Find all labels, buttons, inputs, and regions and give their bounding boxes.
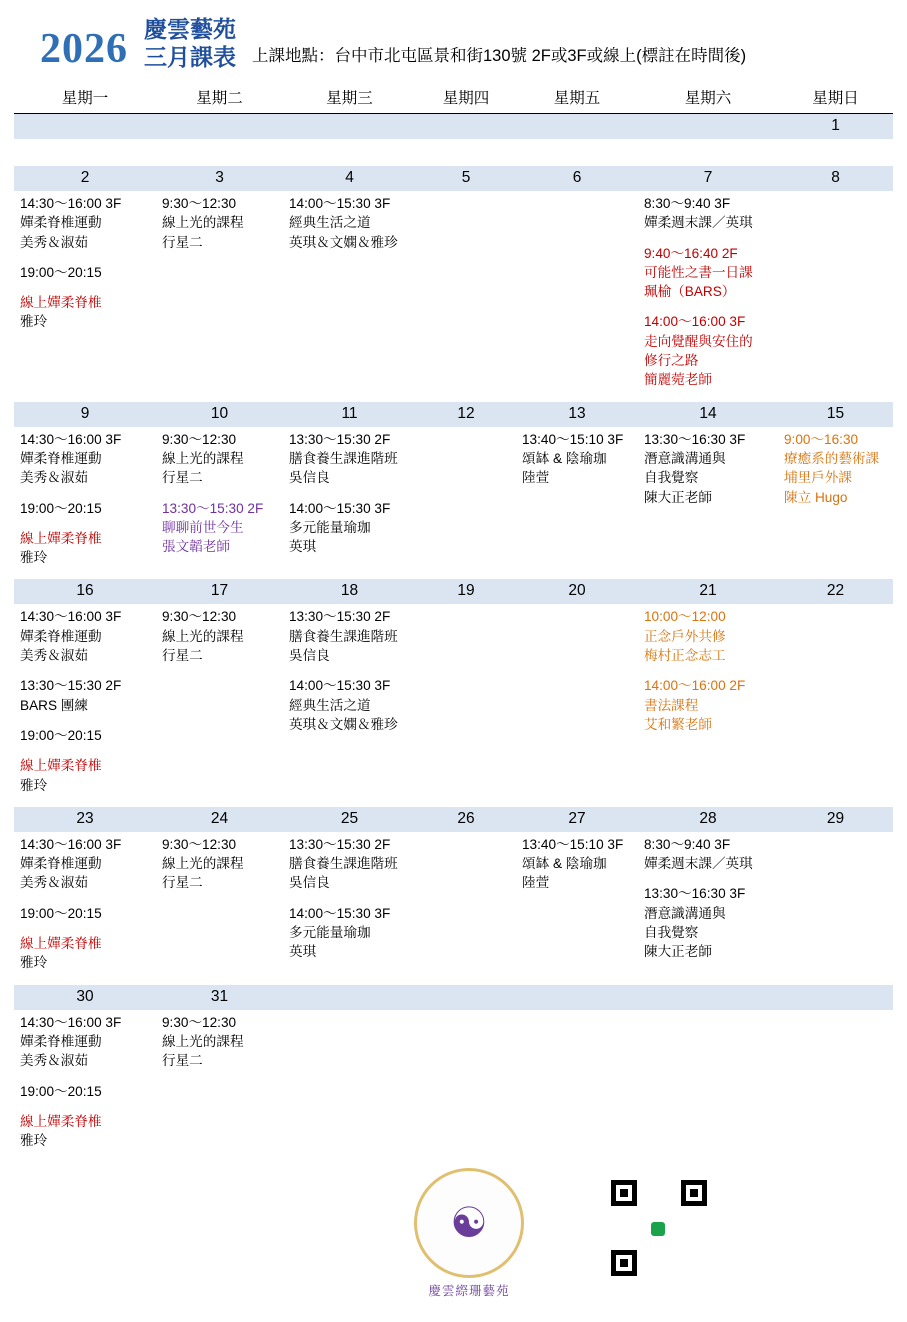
course-line: 行星二	[162, 234, 203, 250]
course-event	[20, 263, 150, 282]
course-event	[289, 904, 410, 962]
course-event	[784, 430, 887, 507]
course-line: 13:30～15:30 2F	[289, 431, 391, 447]
course-line: 多元能量瑜珈	[289, 519, 371, 535]
course-line: 正念戶外共修	[644, 628, 726, 644]
day-number: 19	[416, 579, 516, 604]
day-cell	[416, 832, 516, 985]
course-line: 美秀＆淑茹	[20, 875, 88, 891]
course-line: 14:00～16:00 2F	[644, 678, 746, 694]
week-events-row	[14, 139, 893, 152]
course-event	[162, 430, 277, 488]
weekday-wed: 星期三	[283, 84, 416, 114]
day-number: 8	[778, 166, 893, 191]
week-number-row	[14, 402, 893, 427]
day-number: 7	[638, 166, 778, 191]
course-line: 書法課程	[644, 697, 699, 713]
day-cell	[778, 139, 893, 152]
course-event	[20, 293, 150, 332]
course-event	[20, 430, 150, 488]
day-cell	[283, 191, 416, 402]
course-line: 13:40～15:10 3F	[522, 431, 624, 447]
day-number: 5	[416, 166, 516, 191]
course-event	[644, 884, 772, 961]
course-line: 簡麗菀老師	[644, 372, 712, 388]
course-line: 線上嬋柔脊椎	[20, 295, 102, 311]
row-spacer	[14, 152, 893, 166]
day-cell	[14, 832, 156, 985]
course-line: 19:00～20:15	[20, 1083, 102, 1099]
course-line: 13:40～15:10 3F	[522, 836, 624, 852]
course-event	[522, 430, 632, 488]
course-line: 19:00～20:15	[20, 905, 102, 921]
course-event	[644, 244, 772, 302]
course-event	[20, 1013, 150, 1071]
day-number: 11	[283, 402, 416, 427]
course-line: 14:30～16:00 3F	[20, 431, 122, 447]
course-line: 膳食養生課進階班	[289, 450, 398, 466]
course-line: 19:00～20:15	[20, 264, 102, 280]
day-number: 6	[516, 166, 638, 191]
week-number-row	[14, 807, 893, 832]
course-event	[162, 499, 277, 557]
course-line: 雅玲	[20, 777, 48, 793]
course-line: 英琪＆文嫻＆雅珍	[289, 234, 398, 250]
qr-code-icon[interactable]	[611, 1180, 707, 1276]
course-line: 吳信良	[289, 470, 330, 486]
course-line: 美秀＆淑茹	[20, 648, 88, 664]
day-cell	[283, 139, 416, 152]
day-number: 29	[778, 807, 893, 832]
course-line: 線上光的課程	[162, 450, 244, 466]
course-line: 美秀＆淑茹	[20, 234, 88, 250]
course-line: 艾和繁老師	[644, 716, 712, 732]
course-event	[644, 835, 772, 874]
week-number-row	[14, 579, 893, 604]
day-number	[156, 114, 283, 140]
day-number: 24	[156, 807, 283, 832]
course-line: 13:30～15:30 2F	[289, 609, 391, 625]
course-line: 8:30～9:40 3F	[644, 196, 731, 211]
logo-caption: 慶雲縩珊藝苑	[428, 1284, 510, 1299]
week-number-row	[14, 114, 893, 140]
weekday-fri: 星期五	[516, 84, 638, 114]
course-line: BARS 團練	[20, 697, 88, 713]
course-line: 美秀＆淑茹	[20, 470, 88, 486]
course-line: 嬋柔週末課／英琪	[644, 215, 753, 231]
course-line: 吳信良	[289, 648, 330, 664]
day-cell	[14, 191, 156, 402]
course-line: 13:30～16:30 3F	[644, 886, 746, 902]
course-line: 8:30～9:40 3F	[644, 836, 731, 852]
course-line: 14:00～15:30 3F	[289, 500, 391, 516]
course-line: 經典生活之道	[289, 215, 371, 231]
course-line: 張文韜老師	[162, 539, 230, 555]
course-event	[289, 499, 410, 557]
course-line: 陸萱	[522, 470, 550, 486]
weekday-sat: 星期六	[638, 84, 778, 114]
course-line: 19:00～20:15	[20, 500, 102, 516]
course-line: 療癒系的藝術課	[784, 450, 880, 466]
weekday-header-row	[14, 84, 893, 114]
day-cell	[14, 604, 156, 806]
course-line: 雅玲	[20, 1133, 48, 1149]
course-line: 走向覺醒與安住的	[644, 333, 753, 349]
course-line: 線上光的課程	[162, 1033, 244, 1049]
day-cell	[638, 604, 778, 806]
course-event	[20, 529, 150, 568]
course-line: 線上光的課程	[162, 856, 244, 872]
day-cell	[638, 427, 778, 580]
course-line: 可能性之書一日課	[644, 264, 753, 280]
course-line: 陳大正老師	[644, 944, 712, 960]
course-line: 嬋柔脊椎運動	[20, 628, 102, 644]
day-number	[516, 114, 638, 140]
day-cell	[283, 604, 416, 806]
course-line: 線上光的課程	[162, 628, 244, 644]
day-number: 2	[14, 166, 156, 191]
course-line: 珮榆（BARS）	[644, 284, 736, 300]
calendar-table	[14, 84, 893, 1162]
day-number: 1	[778, 114, 893, 140]
day-number	[283, 114, 416, 140]
course-event	[162, 607, 277, 665]
day-cell	[778, 191, 893, 402]
title-line-2: 三月課表	[144, 43, 236, 70]
course-line: 14:30～16:00 3F	[20, 836, 122, 852]
course-event	[644, 676, 772, 734]
day-number: 9	[14, 402, 156, 427]
title-line-1: 慶雲藝苑	[144, 15, 236, 42]
course-line: 9:00～16:30	[784, 431, 859, 447]
page-title	[144, 15, 236, 72]
course-line: 14:00～15:30 3F	[289, 905, 391, 921]
day-number: 10	[156, 402, 283, 427]
course-event	[20, 1112, 150, 1151]
day-cell	[156, 604, 283, 806]
course-line: 陳立 Hugo	[784, 489, 848, 505]
weekday-sun: 星期日	[778, 84, 893, 114]
course-event	[289, 607, 410, 665]
day-cell	[283, 1010, 416, 1163]
day-number	[638, 985, 778, 1010]
course-event	[20, 756, 150, 795]
course-event	[289, 835, 410, 893]
course-line: 自我覺察	[644, 925, 699, 941]
course-line: 嬋柔脊椎運動	[20, 450, 102, 466]
day-cell	[156, 1010, 283, 1163]
course-line: 行星二	[162, 470, 203, 486]
course-line: 經典生活之道	[289, 697, 371, 713]
course-line: 10:00～12:00	[644, 609, 726, 625]
lotus-meditation-icon: ☯	[414, 1168, 524, 1278]
course-line: 13:30～15:30 2F	[20, 678, 122, 694]
day-number	[638, 114, 778, 140]
course-line: 美秀＆淑茹	[20, 1053, 88, 1069]
course-line: 聊聊前世今生	[162, 519, 244, 535]
course-line: 行星二	[162, 648, 203, 664]
course-line: 9:40～16:40 2F	[644, 245, 738, 261]
course-line: 潛意識溝通與	[644, 450, 726, 466]
day-number: 14	[638, 402, 778, 427]
course-line: 陸萱	[522, 875, 550, 891]
course-event	[20, 194, 150, 252]
weekday-thu: 星期四	[416, 84, 516, 114]
day-number: 31	[156, 985, 283, 1010]
course-event	[289, 430, 410, 488]
day-number: 13	[516, 402, 638, 427]
course-line: 陳大正老師	[644, 489, 712, 505]
week-events-row	[14, 427, 893, 580]
day-cell	[516, 427, 638, 580]
year-label: 2026	[40, 26, 128, 72]
course-line: 埔里戶外課	[784, 470, 852, 486]
course-line: 雅玲	[20, 550, 48, 566]
day-cell	[638, 832, 778, 985]
day-number: 4	[283, 166, 416, 191]
day-cell	[156, 191, 283, 402]
course-line: 嬋柔週末課／英琪	[644, 856, 753, 872]
course-line: 雅玲	[20, 955, 48, 971]
course-line: 膳食養生課進階班	[289, 628, 398, 644]
day-cell	[516, 191, 638, 402]
day-cell	[14, 1010, 156, 1163]
day-number: 22	[778, 579, 893, 604]
course-line: 多元能量瑜珈	[289, 925, 371, 941]
course-line: 14:00～15:30 3F	[289, 678, 391, 694]
course-event	[644, 194, 772, 233]
day-cell	[416, 427, 516, 580]
day-number: 25	[283, 807, 416, 832]
course-event	[644, 607, 772, 665]
day-cell	[156, 139, 283, 152]
course-line: 膳食養生課進階班	[289, 856, 398, 872]
day-number: 15	[778, 402, 893, 427]
course-line: 14:30～16:00 3F	[20, 609, 122, 625]
day-cell	[156, 427, 283, 580]
course-event	[20, 1082, 150, 1101]
course-line: 梅村正念志工	[644, 648, 726, 664]
day-cell	[416, 139, 516, 152]
course-line: 9:30～12:30	[162, 1014, 237, 1030]
day-number	[778, 985, 893, 1010]
day-number	[416, 985, 516, 1010]
course-line: 頌缽 & 陰瑜珈	[522, 856, 607, 872]
day-number: 12	[416, 402, 516, 427]
day-number: 21	[638, 579, 778, 604]
course-line: 9:30～12:30	[162, 196, 237, 211]
day-number: 28	[638, 807, 778, 832]
course-line: 嬋柔脊椎運動	[20, 215, 102, 231]
course-event	[20, 499, 150, 518]
course-event	[20, 726, 150, 745]
day-cell	[516, 604, 638, 806]
course-event	[20, 835, 150, 893]
course-line: 9:30～12:30	[162, 609, 237, 625]
course-event	[20, 904, 150, 923]
day-cell	[516, 139, 638, 152]
day-number	[14, 114, 156, 140]
week-events-row	[14, 832, 893, 985]
course-event	[20, 607, 150, 665]
course-line: 9:30～12:30	[162, 836, 237, 852]
course-line: 14:00～16:00 3F	[644, 314, 746, 330]
week-events-row	[14, 191, 893, 402]
course-event	[644, 430, 772, 507]
day-number	[516, 985, 638, 1010]
course-line: 19:00～20:15	[20, 727, 102, 743]
course-event	[644, 312, 772, 389]
day-number: 20	[516, 579, 638, 604]
course-line: 嬋柔脊椎運動	[20, 1033, 102, 1049]
day-cell	[778, 427, 893, 580]
studio-logo	[409, 1168, 529, 1299]
course-line: 線上光的課程	[162, 215, 244, 231]
course-event	[162, 194, 277, 252]
course-line: 英琪＆文嫻＆雅珍	[289, 716, 398, 732]
day-cell	[416, 191, 516, 402]
day-cell	[14, 139, 156, 152]
course-line: 英琪	[289, 539, 317, 555]
day-cell	[283, 832, 416, 985]
course-line: 線上嬋柔脊椎	[20, 1113, 102, 1129]
day-cell	[516, 1010, 638, 1163]
day-cell	[638, 139, 778, 152]
course-event	[162, 1013, 277, 1071]
course-line: 修行之路	[644, 353, 699, 369]
day-cell	[416, 1010, 516, 1163]
course-line: 14:00～15:30 3F	[289, 196, 391, 211]
course-line: 13:30～16:30 3F	[644, 431, 746, 447]
footer-area	[14, 1162, 893, 1322]
day-number: 16	[14, 579, 156, 604]
course-line: 行星二	[162, 875, 203, 891]
day-number: 30	[14, 985, 156, 1010]
course-line: 9:30～12:30	[162, 431, 237, 447]
course-event	[522, 835, 632, 893]
day-number: 18	[283, 579, 416, 604]
course-line: 線上嬋柔脊椎	[20, 758, 102, 774]
course-event	[20, 934, 150, 973]
day-cell	[778, 1010, 893, 1163]
day-number	[283, 985, 416, 1010]
day-number: 17	[156, 579, 283, 604]
day-number: 3	[156, 166, 283, 191]
course-line: 自我覺察	[644, 470, 699, 486]
day-cell	[778, 604, 893, 806]
day-number: 26	[416, 807, 516, 832]
page-header	[14, 0, 893, 72]
course-line: 雅玲	[20, 314, 48, 330]
course-event	[289, 676, 410, 734]
day-cell	[156, 832, 283, 985]
course-line: 線上嬋柔脊椎	[20, 530, 102, 546]
course-line: 14:30～16:00 3F	[20, 196, 122, 211]
day-number	[416, 114, 516, 140]
course-line: 線上嬋柔脊椎	[20, 936, 102, 952]
weekday-tue: 星期二	[156, 84, 283, 114]
day-number: 27	[516, 807, 638, 832]
course-line: 13:30～15:30 2F	[289, 836, 391, 852]
week-events-row	[14, 1010, 893, 1163]
course-event	[162, 835, 277, 893]
course-line: 英琪	[289, 944, 317, 960]
week-number-row	[14, 985, 893, 1010]
day-number: 23	[14, 807, 156, 832]
course-line: 14:30～16:00 3F	[20, 1014, 122, 1030]
day-cell	[283, 427, 416, 580]
course-event	[20, 676, 150, 715]
course-line: 潛意識溝通與	[644, 905, 726, 921]
course-line: 頌缽 & 陰瑜珈	[522, 450, 607, 466]
day-cell	[638, 1010, 778, 1163]
day-cell	[416, 604, 516, 806]
week-events-row	[14, 604, 893, 806]
course-event	[289, 194, 410, 252]
venue-note: 上課地點：台中市北屯區景和街130號 2F或3F或線上(標註在時間後)	[252, 47, 747, 65]
course-line: 嬋柔脊椎運動	[20, 856, 102, 872]
day-cell	[14, 427, 156, 580]
day-cell	[638, 191, 778, 402]
day-cell	[516, 832, 638, 985]
course-line: 吳信良	[289, 875, 330, 891]
course-line: 行星二	[162, 1053, 203, 1069]
weekday-mon: 星期一	[14, 84, 156, 114]
course-line: 13:30～15:30 2F	[162, 500, 264, 516]
calendar-body	[14, 114, 893, 1163]
day-cell	[778, 832, 893, 985]
week-number-row	[14, 166, 893, 191]
